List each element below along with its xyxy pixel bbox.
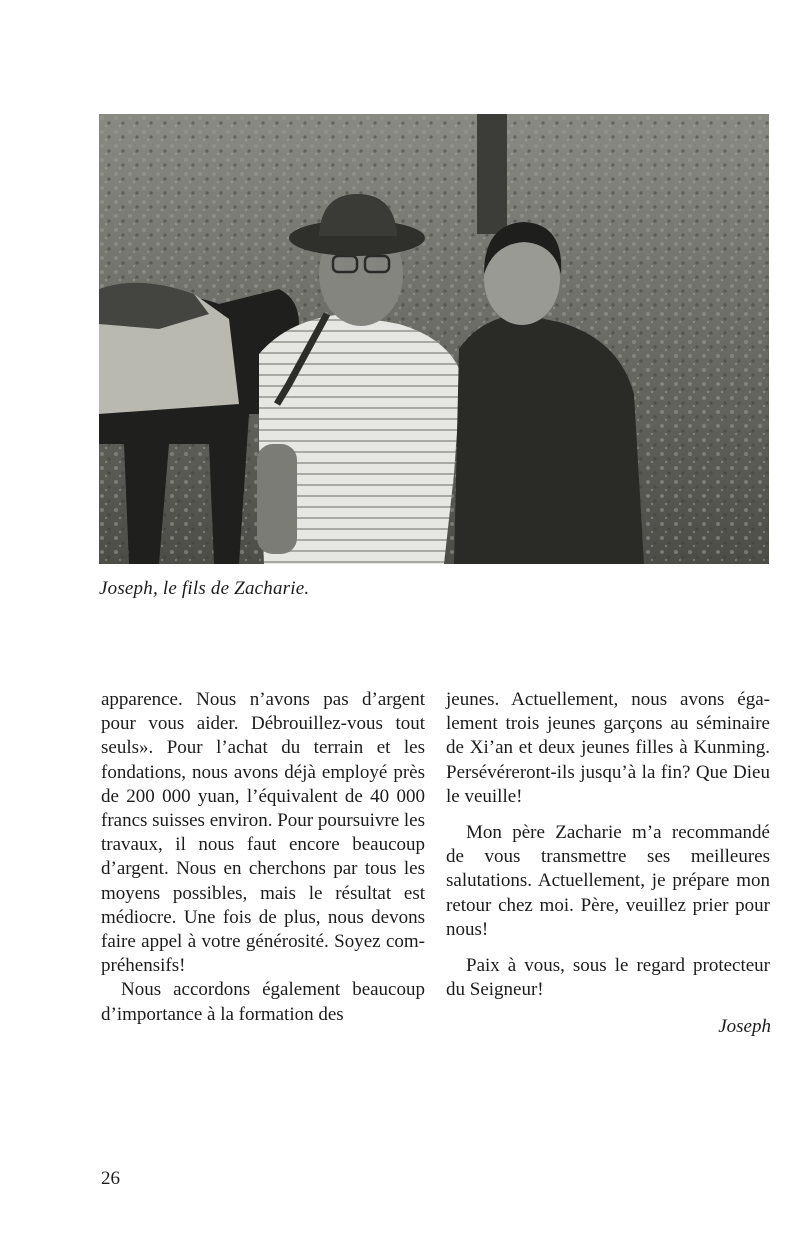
right-paragraph-2: Mon père Zacharie m’a recommandé de vous transmettre ses meilleures salutations. Actuellement, je prépare mon retour chez moi. Père, veuillez prier pour nous!: [446, 822, 770, 940]
right-paragraph-1: jeunes. Actuellement, nous avons également trois jeunes garçons au séminaire de Xi’an et deux jeunes filles à Kunming. Persévéreront-ils jusqu’à la fin? Que Dieu le veuille!: [446, 689, 770, 807]
left-paragraph-2: Nous accordons également beaucoup d’importance à la formation des: [101, 979, 425, 1025]
right-column: [446, 688, 770, 1002]
left-column: [101, 688, 425, 1027]
photo-image: [99, 114, 769, 564]
page-number: 26: [101, 1168, 120, 1189]
photo-caption: Joseph, le fils de Zacharie.: [99, 578, 310, 599]
photo: [99, 114, 769, 564]
right-paragraph-3: Paix à vous, sous le regard protecteur du Seigneur!: [446, 955, 770, 1001]
left-paragraph-1: apparence. Nous n’avons pas d’argent pour vous aider. Débrouillez-vous tout seuls». Pour l’achat du terrain et les fondations, nous avons déjà employé près de 200 000 yuan, l’équivalent de 40 000 francs suisses environ. Pour poursuivre les travaux, il nous faut encore beaucoup d’argent. Nous en cherchons par tous les moyens possibles, mais le résultat est médiocre. Une fois de plus, nous devons faire appel à votre générosité. Soyez compréhensifs!: [101, 689, 426, 977]
signature: Joseph: [718, 1016, 771, 1037]
